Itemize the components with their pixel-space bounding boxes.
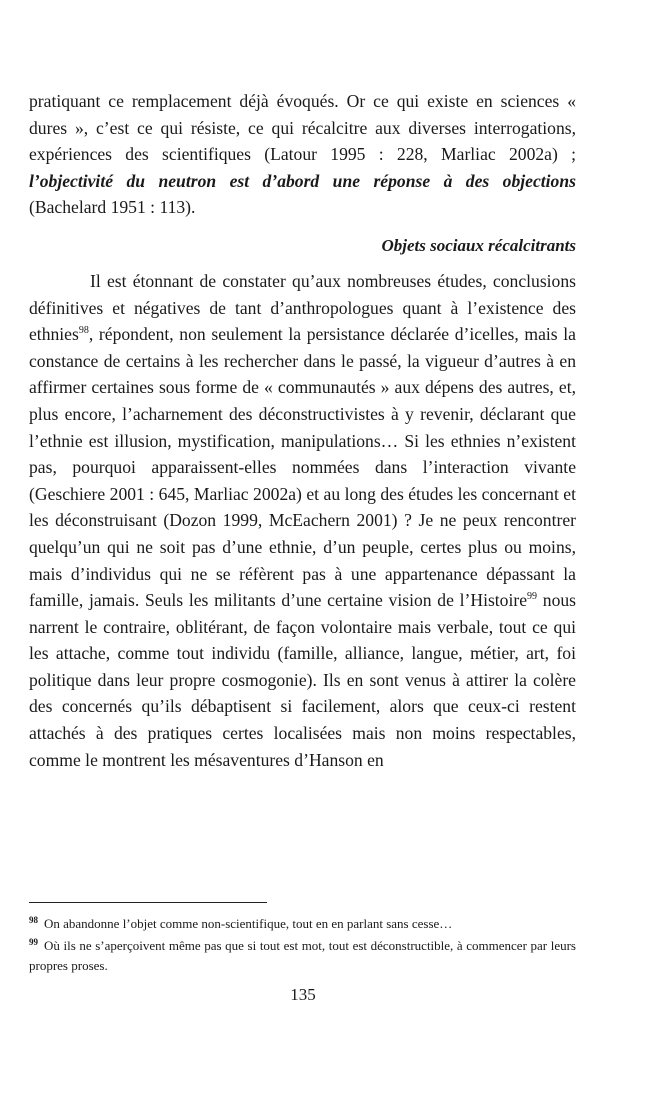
footnote-number: 98 xyxy=(29,914,38,925)
section-heading: Objets sociaux récalcitrants xyxy=(381,235,576,255)
footnote-99 xyxy=(29,936,576,976)
footnote-ref-99[interactable]: 99 xyxy=(527,591,538,603)
footnote-number: 99 xyxy=(29,936,38,947)
paragraph-2 xyxy=(29,268,576,773)
paragraph-2-text-c: nous narrent le contraire, oblitérant, de façon volontaire mais verbale, tout ce qui les attache, comme tout individu (famille, alliance, langue, métier, art, foi politique dans leur propre cosmogonie). Ils en sont venus à attirer la colère des concernés qu’ils débaptisent si facilement, alors que ceux-ci restent attachés à des pratiques certes localisées mais non moins respectables, comme le montrent les mésaventures d’Hanson en xyxy=(29,590,577,770)
paragraph-2-text-b: , répondent, non seulement la persistance déclarée d’icelles, mais la constance de certains à les rechercher dans le passé, la vigueur d’autres à en affirmer certaines sous forme de « communautés » aux dépens des autres, et, plus encore, l’acharnement des déconstructivistes à y revenir, déclarant que l’ethnie est illusion, mystification, manipulations… Si les ethnies n’existent pas, pourquoi apparaissent-elles nommées dans l’interaction vivante (Geschiere 2001 : 645, Marliac 2002a) et au long des études les concernant et les déconstruisant (Dozon 1999, McEachern 2001) ? Je ne peux rencontrer quelqu’un qui ne soit pas d’une ethnie, d’un peuple, certes plus ou moins, mais d’individus qui ne se réfèrent pas à une appartenance dépassant la famille, jamais. Seuls les militants d’une certaine vision de l’Histoire xyxy=(29,324,576,611)
footnote-text: On abandonne l’objet comme non-scientifique, tout en en parlant sans cesse… xyxy=(44,916,453,931)
paragraph-1-text-a: pratiquant ce remplacement déjà évoqués. Or ce qui existe en sciences « dures », c’est ce qui résiste, ce qui récalcitre aux diverses interrogations, expériences des scientifiques (Latour 1995 : 228, Marliac 2002a) ; xyxy=(29,91,576,165)
paragraph-2-text-a: Il est étonnant de constater qu’aux nombreuses études, conclusions définitives et négatives de tant d’anthropologues quant à l’existence des ethnies xyxy=(29,270,576,345)
paragraph-1-quotation: l’objectivité du neutron est d’abord une réponse à des objections xyxy=(29,170,576,191)
footnote-ref-98[interactable]: 98 xyxy=(78,325,89,337)
page-body xyxy=(29,88,576,773)
footnotes xyxy=(29,914,576,978)
paragraph-1 xyxy=(29,88,576,221)
footnote-text: Où ils ne s’aperçoivent même pas que si tout est mot, tout est déconstructible, à commencer par leurs propres proses. xyxy=(29,938,576,973)
page-number: 135 xyxy=(290,985,316,1004)
footnote-divider xyxy=(29,902,267,903)
paragraph-1-text-b: (Bachelard 1951 : 113). xyxy=(29,197,196,218)
footnote-98 xyxy=(29,914,576,934)
